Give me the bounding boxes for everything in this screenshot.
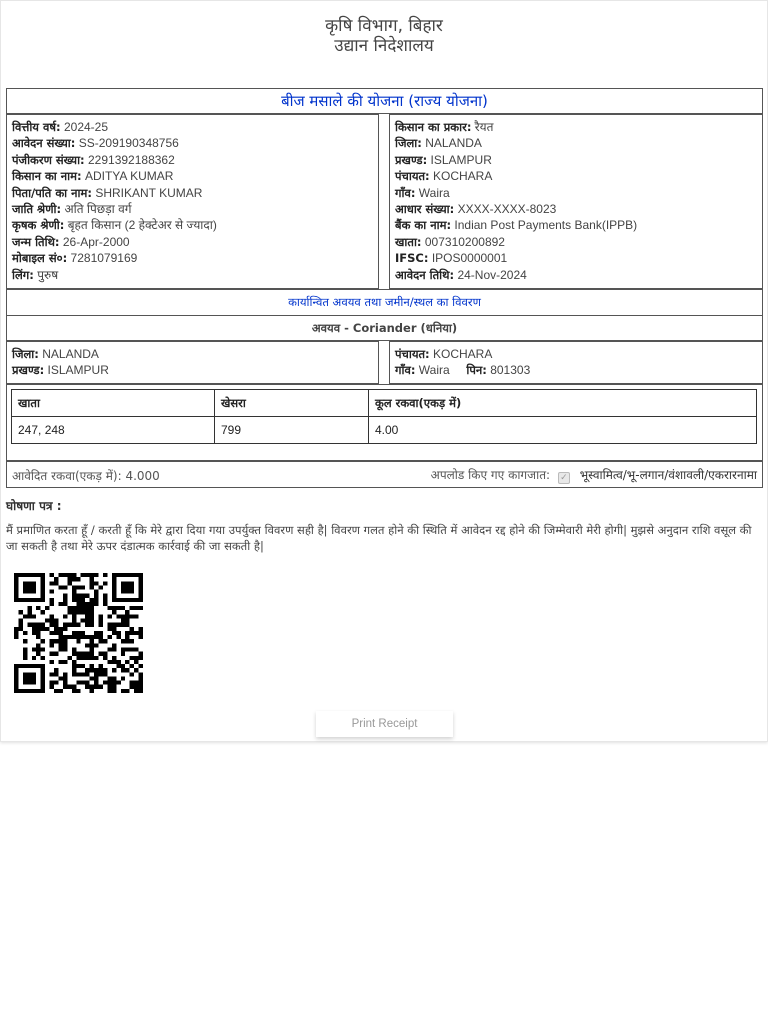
right-field	[395, 217, 757, 233]
cell-khesra: 799	[215, 417, 369, 444]
print-receipt-button[interactable]: Print Receipt	[316, 711, 453, 737]
land-table-header	[12, 390, 757, 417]
right-field-value: XXXX-XXXX-8023	[457, 202, 557, 217]
left-field-value: 2291392188362	[88, 152, 175, 167]
declaration-title: घोषणा पत्र :	[6, 499, 62, 513]
right-field	[395, 250, 757, 266]
right-field	[395, 135, 757, 151]
right-field	[395, 119, 757, 135]
left-field	[12, 217, 373, 233]
right-field-value: KOCHARA	[432, 169, 493, 184]
left-field-value: ADITYA KUMAR	[84, 169, 174, 184]
qr-code	[14, 573, 143, 693]
page-header	[0, 16, 768, 56]
left-field	[12, 152, 373, 168]
panchayat-value: KOCHARA	[432, 347, 493, 361]
declaration-text: मैं प्रमाणित करता हूँ / करती हूँ कि मेरे द्वारा दिया गया उपर्युक्त विवरण सही है| विवरण गलत होने की स्थिति में आवेदन रद्द होने की जिम्मेवारी मेरी होगी| मुझसे अनुदान राशि वसूल की जा सकती है तथा मेरे ऊपर दंडात्मक कार्रवाई की जा सकती है|	[6, 523, 752, 553]
left-field	[12, 119, 373, 135]
right-field	[395, 185, 757, 201]
left-field-label: जाति श्रेणी:	[12, 202, 62, 217]
location-right	[389, 341, 763, 384]
right-field-label: पंचायत:	[395, 169, 430, 184]
right-field-value: IPOS0000001	[431, 251, 508, 266]
right-field-value: रैयत	[474, 120, 494, 134]
applied-area-row	[6, 461, 763, 488]
left-field	[12, 201, 373, 217]
right-field-label: आवेदन तिथि:	[395, 267, 455, 282]
right-field	[395, 234, 757, 250]
pin-value: 801303	[490, 363, 531, 378]
left-field	[12, 250, 373, 266]
left-field-value: 2024-25	[63, 120, 109, 134]
applicant-details-left	[6, 114, 379, 289]
right-field	[395, 267, 757, 283]
header-khesra: खेसरा	[215, 390, 369, 417]
right-field	[395, 152, 757, 168]
applied-area: आवेदित रकवा(एकड़ में): 4.000	[12, 469, 160, 483]
left-field-label: पिता/पति का नाम:	[12, 185, 92, 200]
left-field	[12, 234, 373, 250]
left-field-value: 7281079169	[70, 251, 138, 266]
land-table	[11, 389, 757, 444]
left-field-value: अति पिछड़ा वर्ग	[64, 202, 132, 217]
right-field-label: आधार संख्या:	[395, 202, 455, 217]
village-value: Waira	[418, 363, 450, 378]
panchayat-label: पंचायत:	[395, 347, 430, 361]
left-field	[12, 135, 373, 151]
district-value: NALANDA	[42, 347, 99, 361]
left-field	[12, 168, 373, 184]
right-field-value: Waira	[418, 185, 450, 200]
right-field-label: बैंक का नाम:	[395, 218, 452, 233]
cell-khata: 247, 248	[12, 417, 215, 444]
left-field-label: लिंग:	[12, 267, 34, 282]
left-field-label: पंजीकरण संख्या:	[12, 152, 85, 167]
header-khata: खाता	[12, 390, 215, 417]
left-field-value: 26-Apr-2000	[62, 234, 130, 249]
pin-label: पिन:	[466, 363, 487, 378]
uploaded-docs-checkbox[interactable]: ✓	[558, 472, 570, 484]
right-field-label: खाता:	[395, 234, 422, 249]
village-label: गाँव:	[395, 363, 416, 378]
applicant-details-right	[389, 114, 763, 289]
left-field	[12, 185, 373, 201]
left-field-label: कृषक श्रेणी:	[12, 218, 65, 233]
block-value: ISLAMPUR	[47, 363, 109, 378]
section-title: कार्यान्वित अवयव तथा जमीन/स्थल का विवरण	[6, 289, 763, 316]
table-row	[12, 417, 757, 444]
location-left	[6, 341, 379, 384]
left-field-value: बृहत किसान (2 हेक्टेअर से ज्यादा)	[67, 218, 217, 233]
left-field-value: SHRIKANT KUMAR	[95, 185, 203, 200]
right-field-label: प्रखण्ड:	[395, 152, 428, 167]
right-field-label: IFSC:	[395, 251, 429, 266]
right-field-value: 24-Nov-2024	[457, 267, 527, 282]
left-field-label: जन्म तिथि:	[12, 234, 60, 249]
left-field-label: किसान का नाम:	[12, 169, 82, 184]
right-field-value: Indian Post Payments Bank(IPPB)	[454, 218, 638, 233]
left-field-label: मोबाइल सं०:	[12, 251, 68, 266]
scheme-title: बीज मसाले की योजना (राज्य योजना)	[6, 88, 763, 114]
component-name: अवयव - Coriander (धनिया)	[6, 315, 763, 341]
right-field-value: ISLAMPUR	[430, 152, 492, 167]
left-field-label: वित्तीय वर्ष:	[12, 120, 61, 134]
right-field-label: जिला:	[395, 136, 422, 151]
district-label: जिला:	[12, 347, 39, 361]
left-field-value: SS-209190348756	[78, 136, 179, 151]
right-field-label: किसान का प्रकार:	[395, 120, 472, 134]
uploaded-docs-group	[431, 466, 757, 484]
department-title: कृषि विभाग, बिहार	[325, 16, 443, 36]
left-field-value: पुरुष	[37, 267, 59, 282]
directorate-title: उद्यान निदेशालय	[334, 36, 434, 56]
uploaded-label: अपलोड किए गए कागजात:	[430, 468, 551, 482]
header-total-area: कूल रकवा(एकड़ में)	[369, 390, 757, 417]
right-field-label: गाँव:	[395, 185, 416, 200]
block-label: प्रखण्ड:	[12, 363, 45, 378]
right-field-value: 007310200892	[424, 234, 505, 249]
uploaded-docs: भूस्वामित्व/भू-लगान/वंशावली/एकरारनामा	[579, 468, 757, 482]
right-field	[395, 168, 757, 184]
right-field	[395, 201, 757, 217]
right-field-value: NALANDA	[425, 136, 482, 151]
cell-total-area: 4.00	[369, 417, 757, 444]
left-field-label: आवेदन संख्या:	[12, 136, 76, 151]
left-field	[12, 267, 373, 283]
